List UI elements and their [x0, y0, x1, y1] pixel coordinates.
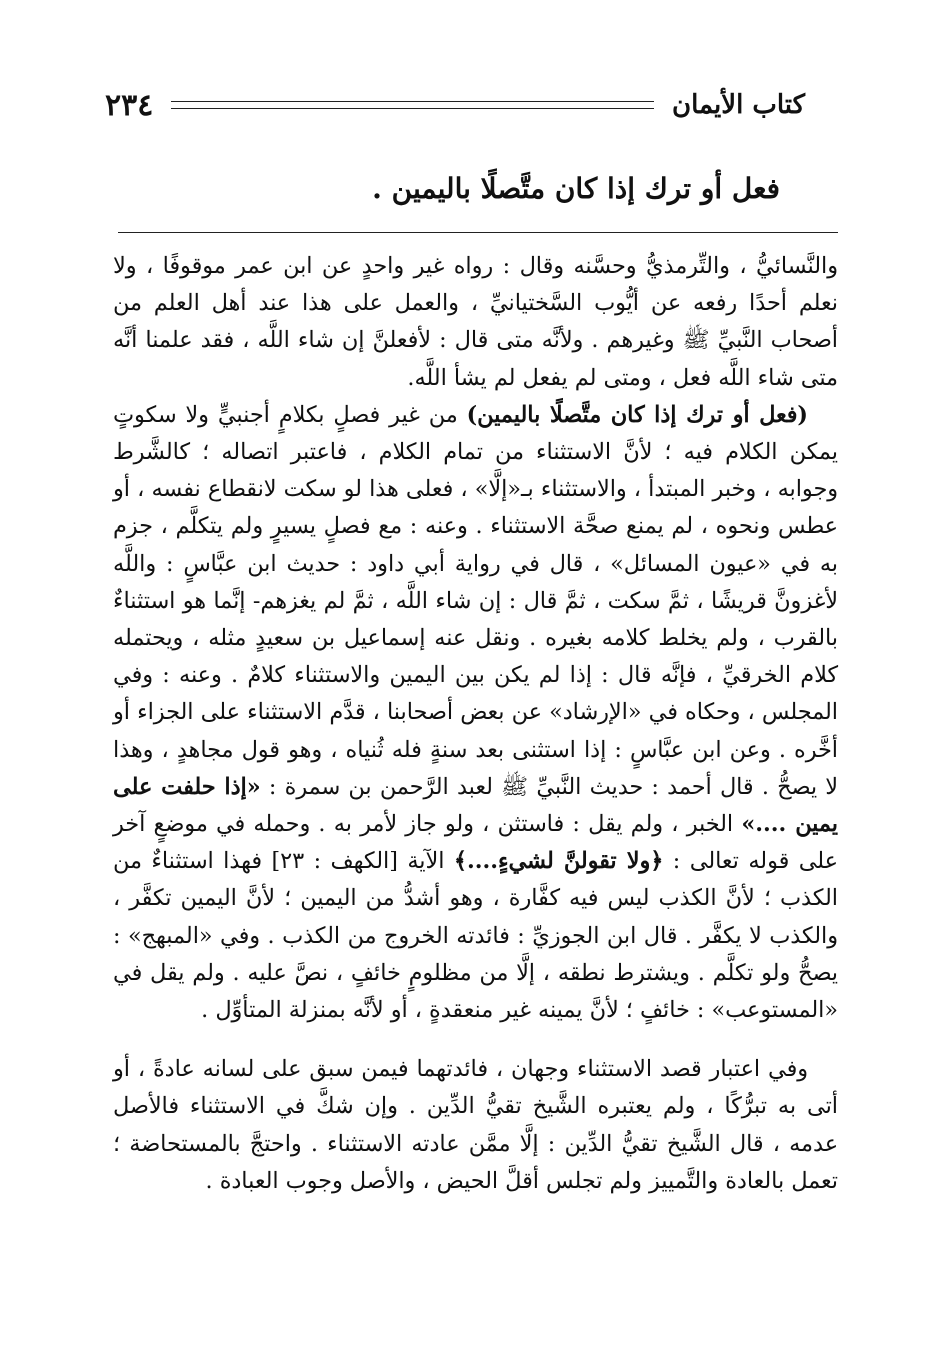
matn-lemma: (فعل أو ترك إذا كان متَّصلًا باليمين) — [466, 401, 808, 428]
paragraph-1: والنَّسائيُّ ، والتِّرمذيُّ وحسَّنه وقال : رواه غير واحدٍ عن ابن عمر موقوفًا ، ولا نعلم أحدًا رفعه عن أيُّوب السَّختيانيِّ ، والعمل على هذا عند أهل العلم من أصحاب النَّبيِّ ﷺ وغيرهم . ولأنَّه متى قال : لأفعلنَّ إن شاء اللَّه ، فقد علمنا أنَّه متى شاء اللَّه فعل ، ومتى لم يفعل لم يشأ اللَّه. — [113, 253, 838, 391]
commentary-text — [113, 248, 838, 1200]
running-title: كتاب الأيمان — [671, 90, 805, 120]
header-rule — [171, 101, 654, 109]
paragraph-3: وفي اعتبار قصد الاستثناء وجهان ، فائدتهما فيمن سبق على لسانه عادةً ، أو أتى به تبرُّكًا ، ولم يعتبره الشَّيخ تقيُّ الدِّين . وإن شكَّ في الاستثناء فالأصل عدمه ، قال الشَّيخ تقيُّ الدِّين : إلَّا ممَّن عادته الاستثناء . واحتجَّ بالمستحاضة ؛ تعمل بالعادة والتَّمييز ولم تجلس أقلَّ الحيض ، والأصل وجوب العبادة . — [113, 1056, 838, 1194]
section-heading: فعل أو ترك إذا كان متَّصلًا باليمين . — [372, 172, 780, 205]
paragraph-2-text-c: الآية [الكهف : ٢٣] فهذا استثناءٌ من الكذب ؛ لأنَّ الكذب ليس فيه كفَّارة ، وهو أشدُّ من اليمين ؛ لأنَّ اليمين تكفَّر ، والكذب لا يكفَّر . قال ابن الجوزيِّ : فائدته الخروج من الكذب . وفي «المبهج» : يصحُّ ولو تكلَّم . ويشترط نطقه ، إلَّا من مظلومٍ خائفٍ ، نصَّ عليه . ولم يقل في «المستوعب» : خائفٍ ؛ لأنَّ يمينه غير منعقدةٍ ، أو لأنَّه بمنزلة المتأوِّل . — [113, 848, 838, 1024]
heading-rule — [118, 232, 838, 233]
page-number: ٢٣٤ — [105, 87, 154, 123]
paragraph-2 — [113, 397, 838, 1029]
hadith-quote: «إذا حلفت على يمين ....» — [113, 773, 839, 838]
paragraph-2-text-a: من غير فصلٍ بكلامٍ أجنبيٍّ ولا سكوتٍ يمكن الكلام فيه ؛ لأنَّ الاستثناء من تمام الكلام ، فاعتبر اتصاله ؛ كالشَّرط وجوابه ، وخبر المبتدأ ، والاستثناء بـ«إلَّا» ، فعلى هذا لو سكت لانقطاع نفسه ، أو عطس ونحوه ، لم يمنع صحَّة الاستثناء . وعنه : مع فصلٍ يسيرٍ ولم يتكلَّم ، جزم به في «عيون المسائل» ، قال في رواية أبي داود : حديث ابن عبَّاسٍ : واللَّه لأغزونَّ قريشًا ، ثمَّ سكت ، ثمَّ قال : إن شاء اللَّه ، ثمَّ لم يغزهم- إنَّما هو استثناءٌ بالقرب ، ولم يخلط كلامه بغيره . ونقل عنه إسماعيل بن سعيدٍ مثله ، ويحتمله كلام الخرقيِّ ، فإنَّه قال : إذا لم يكن بين اليمين والاستثناء كلامٌ . وعنه : وفي المجلس ، وحكاه في «الإرشاد» عن بعض أصحابنا ، قدَّم الاستثناء على الجزاء أو أخَّره . وعن ابن عبَّاسٍ : إذا استثنى بعد سنةٍ فله ثُنياه ، وهو قول مجاهدٍ ، وهذا لا يصحُّ . قال أحمد : حديث النَّبيِّ ﷺ لعبد الرَّحمن بن سمرة : — [113, 401, 839, 800]
page-header — [105, 80, 805, 130]
paragraph-2-text-b: الخبر ، ولم يقل : فاستثن ، ولو جاز لأمر به . وحمله في موضعٍ آخر على قوله تعالى : — [113, 811, 838, 875]
quran-verse: ﴿ولا تقولنَّ لشيءٍ....﴾ — [453, 848, 664, 875]
